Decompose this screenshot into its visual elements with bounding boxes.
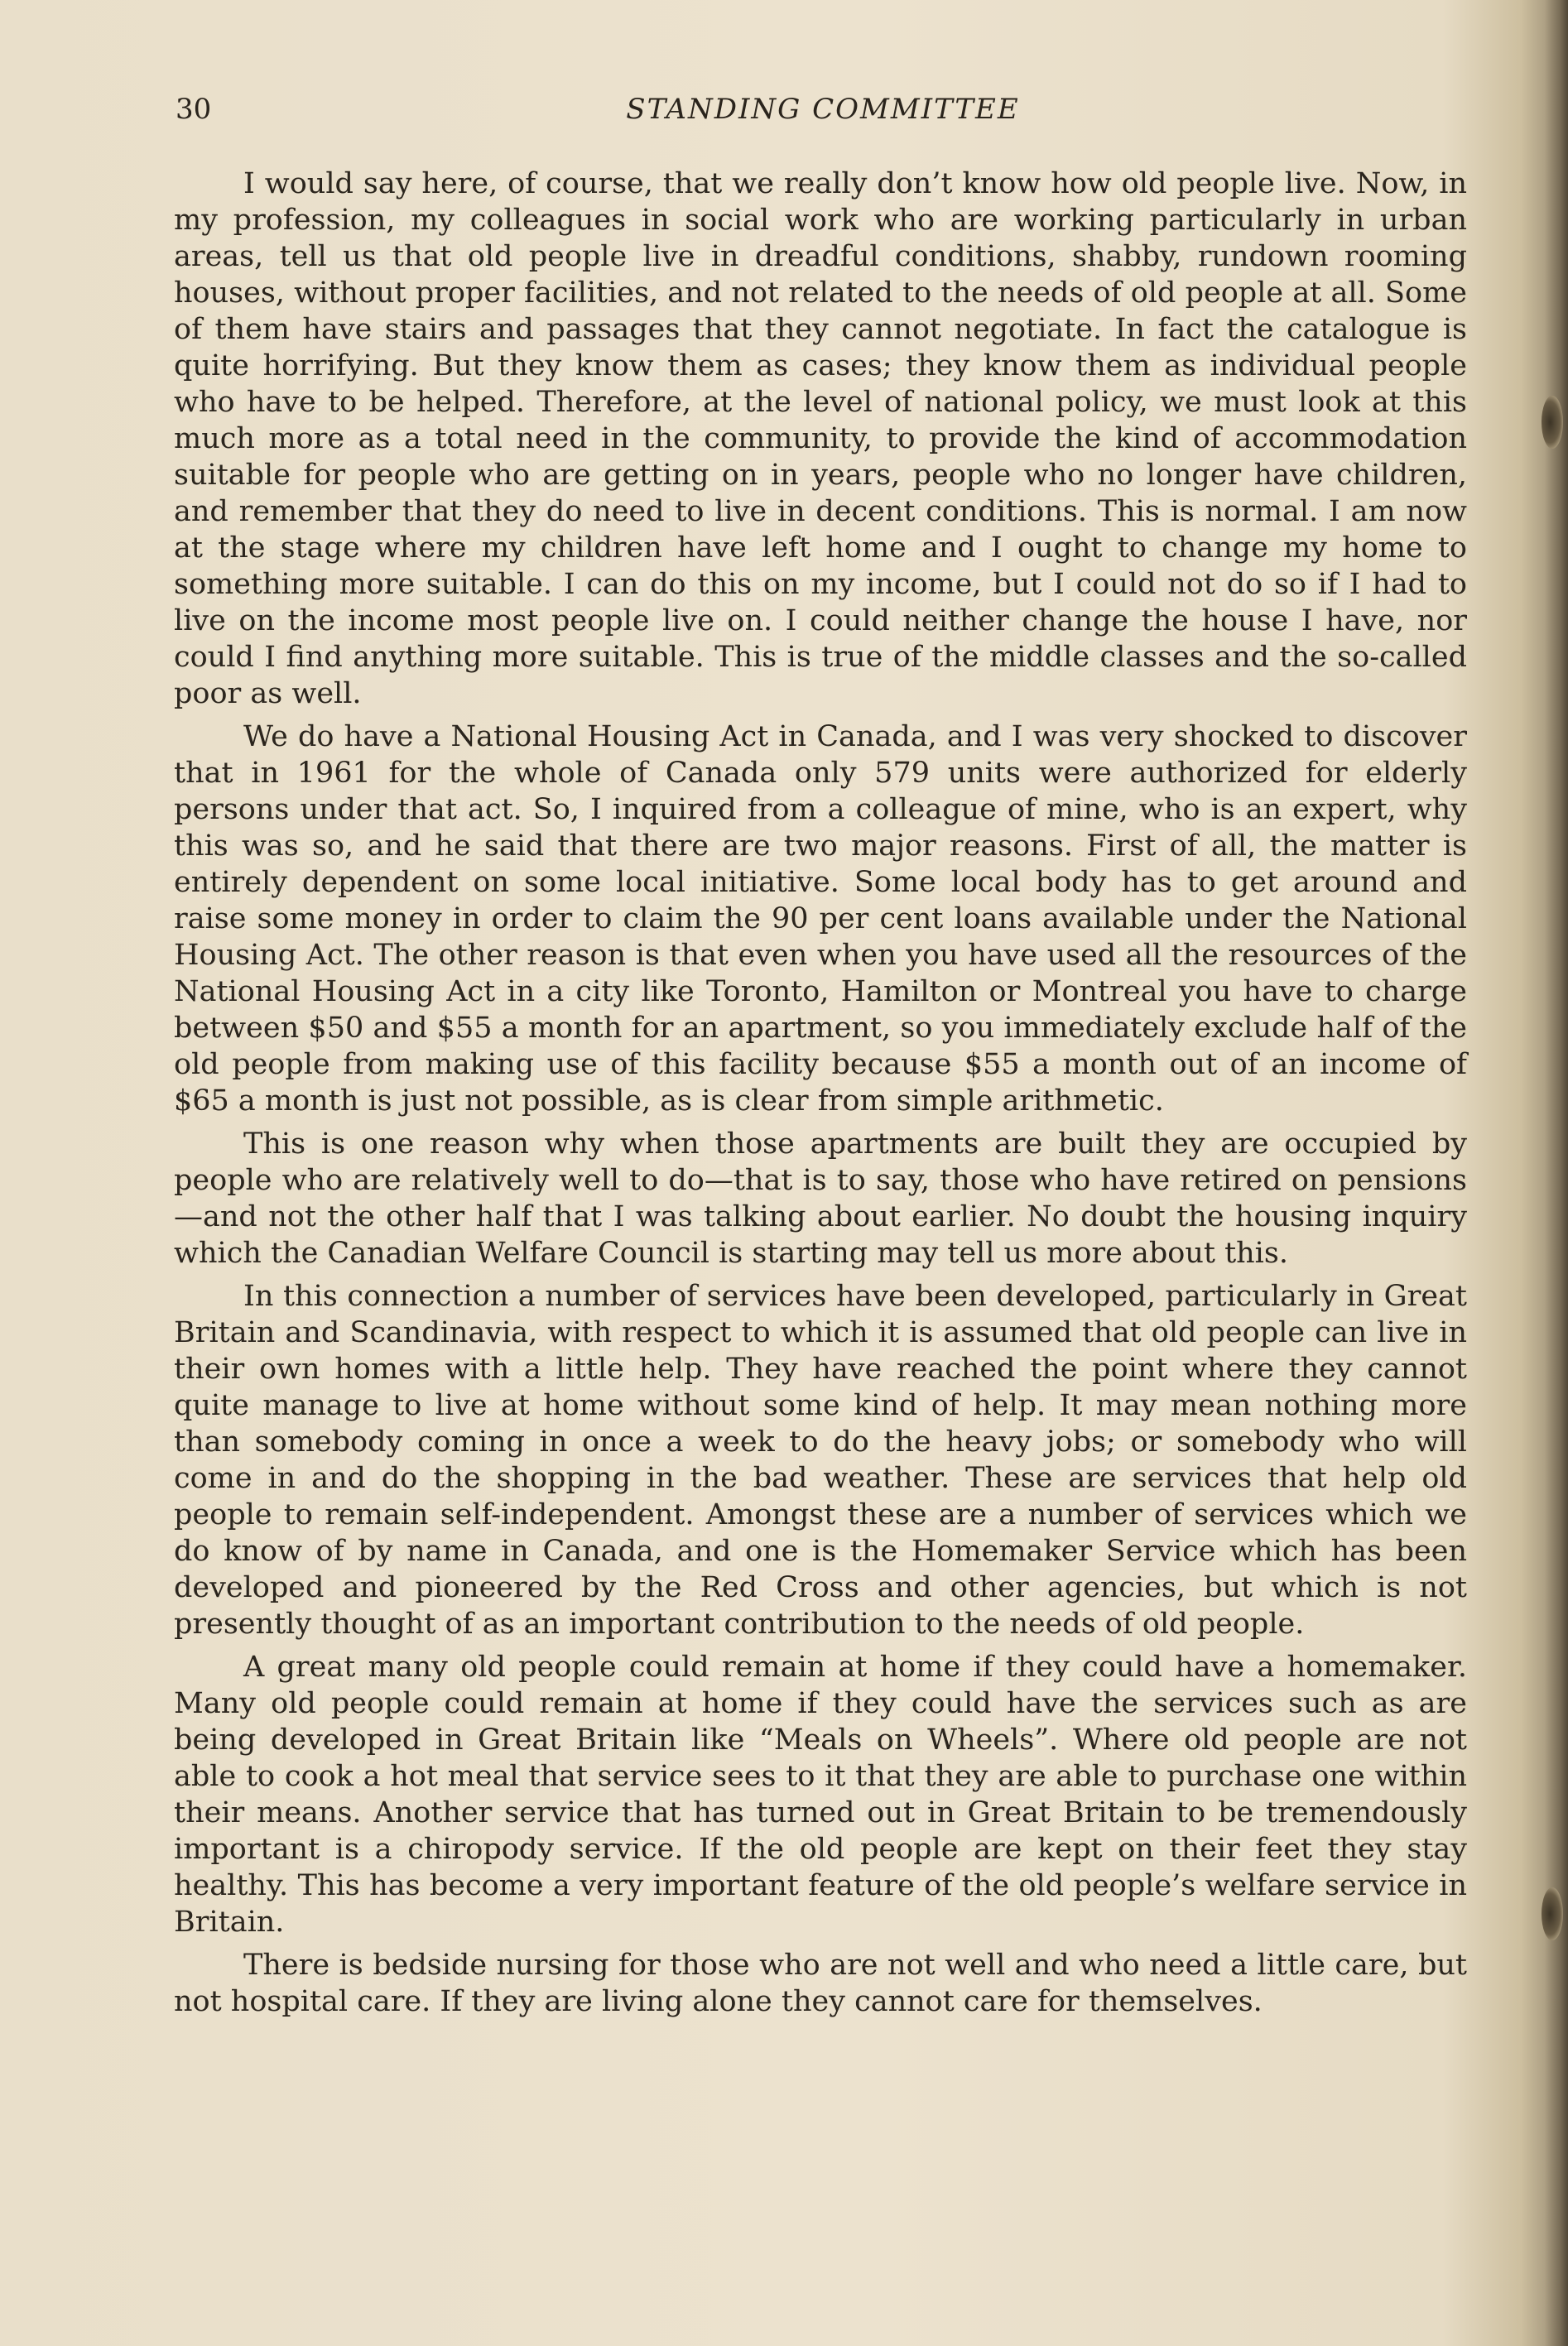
binder-hole-lower	[1542, 1887, 1563, 1940]
binder-hole-upper	[1542, 396, 1563, 449]
page-number: 30	[176, 93, 212, 126]
paragraph-3: This is one reason why when those apartments are built they are occupied by people who are relatively well to do—that is to say, those who have retired on pensions—and not the other half that I was talking about earlier. No doubt the housing inquiry which the Canadian Welfare Council is starting may tell us more about this.	[174, 1127, 1467, 1270]
running-title: STANDING COMMITTEE	[626, 93, 1020, 126]
page-header	[176, 93, 1470, 139]
paragraph-5: A great many old people could remain at home if they could have a homemaker. Many old people could remain at home if they could have the services such as are being developed in Great Britain like “Meals on Wheels”. Where old people are not able to cook a hot meal that service sees to it that they are able to purchase one within their means. Another service that has turned out in Great Britain to be tremendously important is a chiropody service. If the old people are kept on their feet they stay healthy. This has become a very important feature of the old people’s welfare service in Britain.	[174, 1651, 1467, 1939]
paragraph-6: There is bedside nursing for those who are not well and who need a little care, but not hospital care. If they are living alone they cannot care for themselves.	[174, 1949, 1467, 2018]
paragraph-1: I would say here, of course, that we really don’t know how old people live. Now, in my profession, my colleagues in social work who are working particularly in urban areas, tell us that old people live in dreadful conditions, shabby, rundown rooming houses, without proper facilities, and not related to the needs of old people at all. Some of them have stairs and passages that they cannot negotiate. In fact the catalogue is quite horrifying. But they know them as cases; they know them as individual people who have to be helped. Therefore, at the level of national policy, we must look at this much more as a total need in the community, to provide the kind of accommodation suitable for people who are getting on in years, people who no longer have children, and remember that they do need to live in decent conditions. This is normal. I am now at the stage where my children have left home and I ought to change my home to something more suitable. I can do this on my income, but I could not do so if I had to live on the income most people live on. I could neither change the house I have, nor could I find anything more suitable. This is true of the middle classes and the so-called poor as well.	[174, 167, 1467, 710]
page-edge-shadow	[1545, 0, 1568, 2346]
paragraph-4: In this connection a number of services have been developed, particularly in Great Britain and Scandinavia, with respect to which it is assumed that old people can live in their own homes with a little help. They have reached the point where they cannot quite manage to live at home without some kind of help. It may mean nothing more than somebody coming in once a week to do the heavy jobs; or somebody who will come in and do the shopping in the bad weather. These are services that help old people to remain self-independent. Amongst these are a number of services which we do know of by name in Canada, and one is the Homemaker Service which has been developed and pioneered by the Red Cross and other agencies, but which is not presently thought of as an important contribution to the needs of old people.	[174, 1280, 1467, 1641]
paragraph-2: We do have a National Housing Act in Canada, and I was very shocked to discover that in 1961 for the whole of Canada only 579 units were authorized for elderly persons under that act. So, I inquired from a colleague of mine, who is an expert, why this was so, and he said that there are two major reasons. First of all, the matter is entirely dependent on some local initiative. Some local body has to get around and raise some money in order to claim the 90 per cent loans available under the National Housing Act. The other reason is that even when you have used all the resources of the National Housing Act in a city like Toronto, Hamilton or Montreal you have to charge between $50 and $55 a month for an apartment, so you immediately exclude half of the old people from making use of this facility because $55 a month out of an income of $65 a month is just not possible, as is clear from simple arithmetic.	[174, 720, 1467, 1118]
body-text	[174, 166, 1467, 2026]
